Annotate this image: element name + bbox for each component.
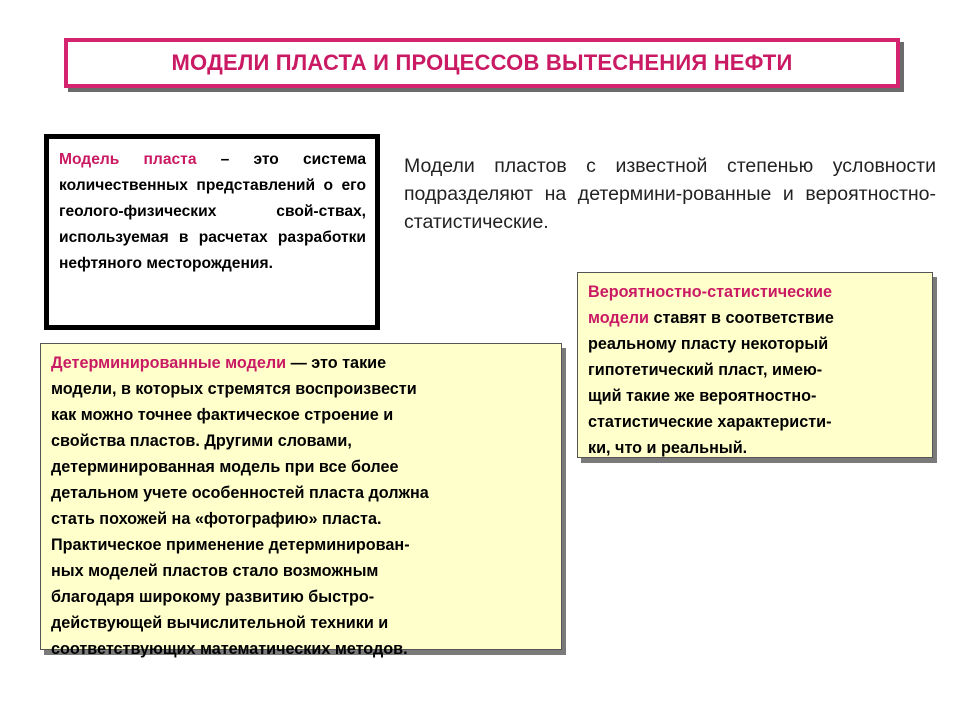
deterministic-line: Практическое применение детерминирован- [51, 536, 410, 554]
probabilistic-line: ки, что и реальный. [588, 439, 748, 457]
probabilistic-line: гипотетический пласт, имею- [588, 361, 823, 379]
deterministic-line: свойства пластов. Другими словами, [51, 432, 352, 450]
definition-term: Модель пласта [59, 151, 197, 168]
definition-box [44, 134, 380, 330]
deterministic-models-box [40, 343, 562, 658]
definition-body: – это система количественных представлений о его геолого-физических свой-ствах, используемая в расчетах разработки нефтяного месторождения. [59, 151, 366, 272]
intro-paragraph: Модели пластов с известной степенью условности подразделяют на детермини-рованные и вероятностно-статистические. [404, 155, 936, 233]
probabilistic-models-box [577, 272, 933, 458]
probabilistic-text [588, 279, 922, 461]
deterministic-line: стать похожей на «фотографию» пласта. [51, 510, 382, 528]
deterministic-line: действующей вычислительной техники и [51, 614, 389, 632]
deterministic-text [51, 350, 551, 662]
probabilistic-line: реальному пласту некоторый [588, 335, 829, 353]
deterministic-line: детальном учете особенностей пласта должна [51, 484, 429, 502]
deterministic-line: ных моделей пластов стало возможным [51, 562, 379, 580]
deterministic-line: как можно точнее фактическое строение и [51, 406, 394, 424]
deterministic-line: Детерминированные модели — это такие [51, 354, 387, 372]
deterministic-line: детерминированная модель при все более [51, 458, 399, 476]
probabilistic-line: модели ставят в соответствие [588, 309, 834, 327]
deterministic-line: соответствующих математических методов. [51, 640, 408, 658]
deterministic-line: благодаря широкому развитию быстро- [51, 588, 375, 606]
page-title: МОДЕЛИ ПЛАСТА И ПРОЦЕССОВ ВЫТЕСНЕНИЯ НЕФТИ [171, 50, 793, 75]
definition-text [59, 147, 366, 277]
probabilistic-line: щий такие же вероятностно- [588, 387, 817, 405]
title-box [64, 38, 900, 88]
probabilistic-term: модели [588, 309, 649, 327]
deterministic-term: Детерминированные модели [51, 354, 287, 372]
deterministic-line: модели, в которых стремятся воспроизвести [51, 380, 417, 398]
probabilistic-line: статистические характеристи- [588, 413, 832, 431]
probabilistic-term-line: Вероятностно-статистические [588, 283, 833, 301]
